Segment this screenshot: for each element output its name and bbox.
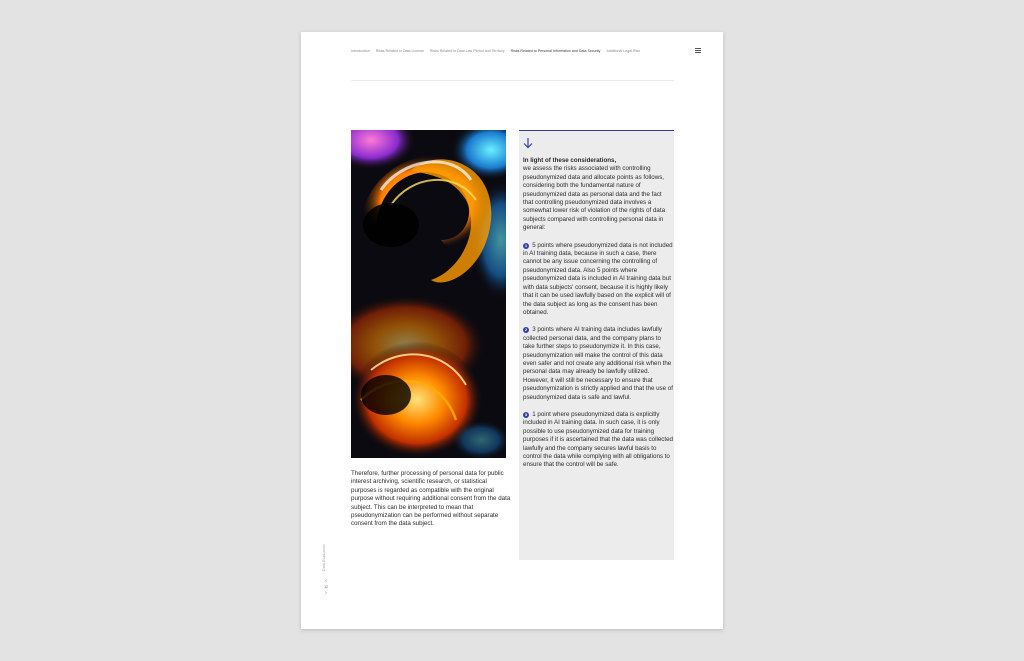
nav-item-introduction[interactable]: Introduction	[351, 49, 370, 53]
intro-paragraph	[523, 157, 673, 233]
hamburger-menu-icon[interactable]	[695, 48, 701, 53]
point-text: 1 point where pseudonymized data is explicitly included in AI training data. In such case, it is only possible to use pseudonymized data for training purposes if it is ascertained that the data was collected lawfully and the company secures lawful basis to control the data while complying with all obligations to ensure that the control will be safe.	[523, 410, 673, 469]
number-badge: 3	[524, 411, 528, 417]
page-number: 12	[324, 585, 328, 589]
nav-item-additional-legal-risk[interactable]: Additional Legal Risk	[606, 49, 641, 53]
side-page-navigation	[322, 544, 330, 604]
nav-item-data-license[interactable]: Risks Related to Data License	[375, 49, 424, 53]
point-item-3	[523, 411, 673, 470]
point-text: 5 points where pseudonymized data is not included in AI training data, because in such a case, there cannot be any issue concerning the controlling of pseudonymized data. Also 5 points where pseudonymized data is included in AI training data but with data subjects' consent, because it is highly likely that it can be used lawfully based on the explicit will of the data subject as long as the consent has been obtained.	[523, 241, 673, 316]
risk-assessment-box	[519, 130, 674, 560]
chevron-right-icon[interactable]: ›	[325, 590, 327, 596]
number-badge: 1	[524, 242, 528, 248]
number-badge: 2	[524, 327, 528, 333]
chevron-left-icon[interactable]: ‹	[325, 578, 327, 584]
body-paragraph: Therefore, further processing of personal data for public interest archiving, scientific research, or statistical purposes is regarded as compatible with the original purpose without requiring additional consent from the data subject. This can be interpreted to mean that pseudonymization can be performed without separate consent from the data subject.	[351, 470, 511, 528]
header-divider	[351, 80, 674, 81]
point-item-2	[523, 326, 673, 402]
point-text: 3 points where AI training data includes lawfully collected personal data, and the company plans to take further steps to pseudonymize it. In this case, pseudonymization will make the control of this data even safer and not create any additional risk when the personal data may already be lawfully utilized. However, it will still be necessary to ensure that pseudonymization is strictly applied and that the use of pseudonymized data is safe and lawful.	[523, 326, 673, 401]
top-navigation	[351, 46, 701, 56]
intro-text: we assess the risks associated with controlling pseudonymized data and allocate points as follows, considering both the fundamental nature of pseudonymized data as personal data and the fact that controlling pseudonymized data involves a somewhat lower risk of violation of the rights of data subjects compared with controlling personal data in general:	[523, 165, 666, 232]
document-page	[301, 32, 723, 629]
nav-item-personal-information[interactable]: Risks Related to Personal Information and Data Security	[510, 49, 601, 53]
section-label: Data Evaluation	[322, 544, 326, 571]
nav-item-period-territory[interactable]: Risks Related to Data Law Period and Territory	[429, 49, 505, 53]
arrow-down-icon	[523, 137, 533, 149]
abstract-fractal-image	[351, 130, 506, 458]
lead-heading: In light of these considerations,	[523, 157, 617, 164]
point-item-1	[523, 242, 673, 318]
